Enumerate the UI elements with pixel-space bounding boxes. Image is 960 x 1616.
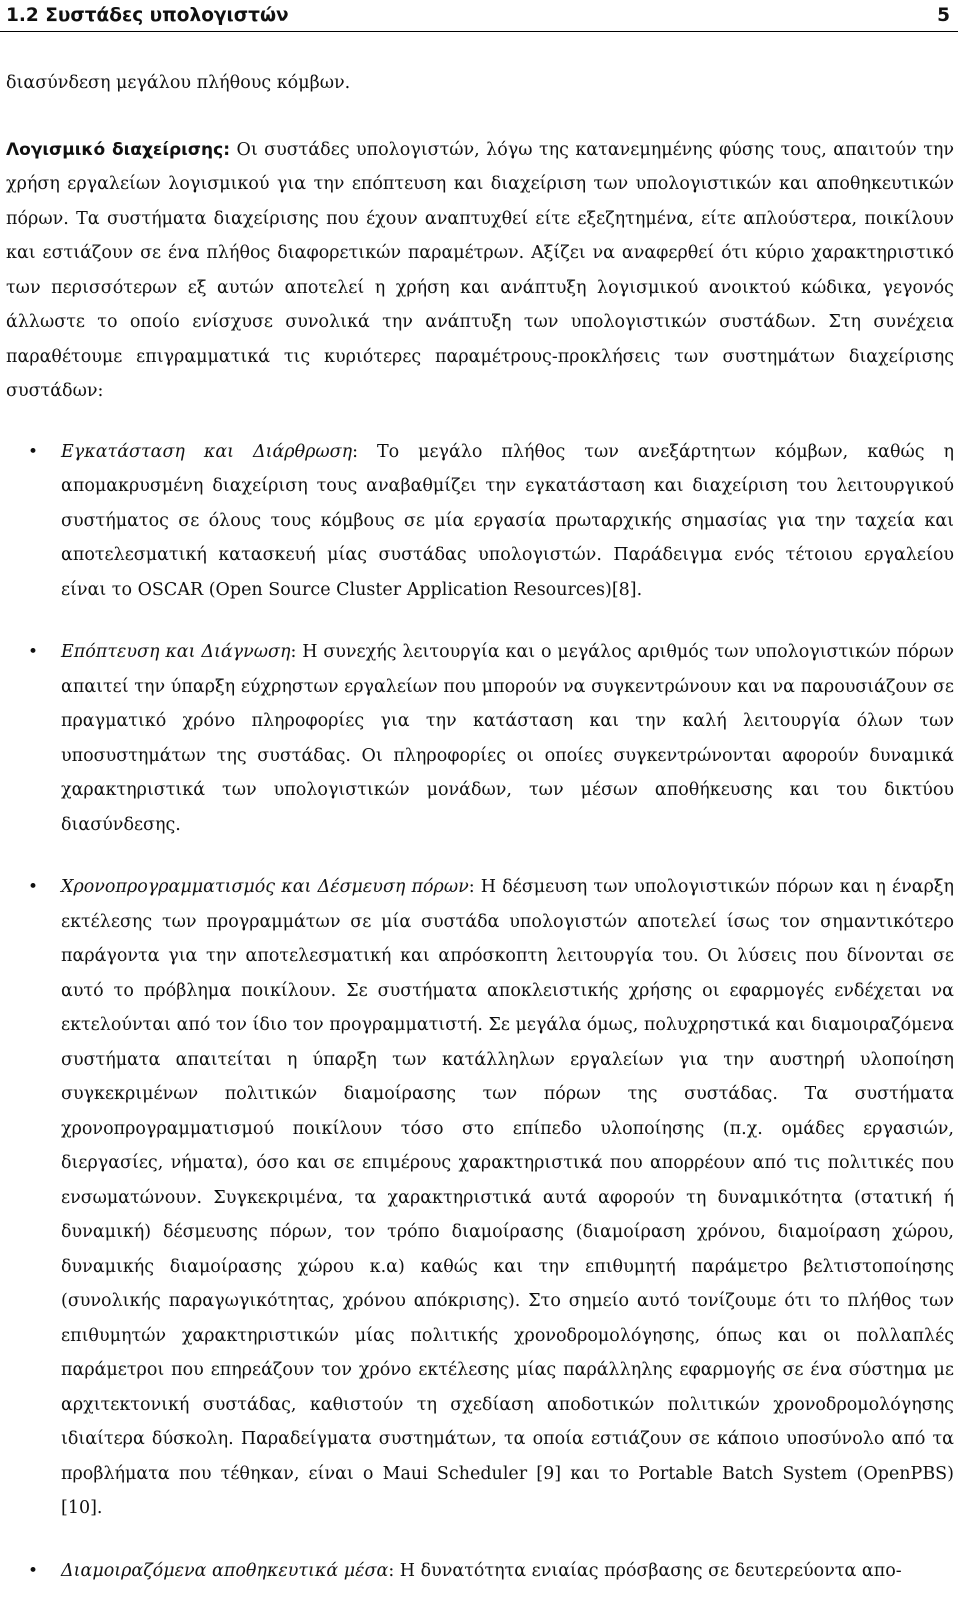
list-item-installation — [6, 435, 954, 608]
continuation-paragraph: διασύνδεση μεγάλου πλήθους κόμβων. — [6, 73, 351, 93]
running-header — [0, 0, 958, 32]
management-software-paragraph — [6, 133, 954, 409]
list-item-term: Επόπτευση και Διάγνωση — [61, 642, 291, 662]
list-item-monitoring — [6, 635, 954, 842]
management-software-text: Οι συστάδες υπολογιστών, λόγω της κατανεμημένης φύσης τους, απαιτούν την χρήση εργαλείων λογισμικού για την επόπτευση και διαχείριση των υπολογιστικών και αποθηκευτικών πόρων. Τα συστήματα διαχείρισης που έχουν αναπτυχθεί είτε εξεζητημένα, είτε απλούστερα, ποικίλουν και εστιάζουν σε ένα πλήθος διαφορετικών παραμέτρων. Αξίζει να αναφερθεί ότι κύριο χαρακτηριστικό των περισσότερων εξ αυτών αποτελεί η χρήση και ανάπτυξη λογισμικού ανοικτού κώδικα, γεγονός άλλωστε το οποίο ενίσχυσε συνολικά την ανάπτυξη των υπολογιστικών συστάδων. Στη συνέχεια παραθέτουμε επιγραμματικά τις κυριότερες παραμέτρους-προκλήσεις των συστημάτων διαχείρισης συστάδων: — [6, 139, 954, 401]
bullet-icon: • — [28, 877, 39, 897]
list-item-text: : Το μεγάλο πλήθος των ανεξάρτητων κόμβων, καθώς η απομακρυσμένη διαχείριση τους αναβαθμίζει την εγκατάσταση και διαχείριση του λειτουργικού συστήματος σε όλους τους κόμβους σε μία εργασία πρωταρχικής σημασίας για την ταχεία και αποτελεσματική κατασκευή μίας συστάδας υπολογιστών. Παράδειγμα ενός τέτοιου εργαλείου είναι το OSCAR (Open Source Cluster Application Resources)[8]. — [61, 441, 954, 600]
list-item-text: : Η δυνατότητα ενιαίας πρόσβασης σε δευτερεύοντα απο- — [388, 1560, 902, 1581]
list-item-text: : Η δέσμευση των υπολογιστικών πόρων και η έναρξη εκτέλεσης των προγραμμάτων σε μία συστάδα υπολογιστών αποτελεί ίσως τον σημαντικότερο παράγοντα για την αποτελεσματική και απρόσκοπτη λειτουργία του. Οι λύσεις που δίνονται σε αυτό το πρόβλημα ποικίλουν. Σε συστήματα αποκλειστικής χρήσης οι εφαρμογές ενδέχεται να εκτελούνται από τον ίδιο τον προγραμματιστή. Σε μεγάλα όμως, πολυχρηστικά και διαμοιραζόμενα συστήματα απαιτείται η ύπαρξη των κατάλληλων εργαλείων για την αυστηρή υλοποίηση συγκεκριμένων πολιτικών διαμοίρασης των πόρων της συστάδας. Τα συστήματα χρονοπρογραμματισμού ποικίλουν τόσο στο επίπεδο υλοποίησης (π.χ. ομάδες εργασιών, διεργασίες, νήματα), όσο και σε επιμέρους χαρακτηριστικά που απορρέουν από τις πολιτικές που ενσωματώνουν. Συγκεκριμένα, τα χαρακτηριστικά αυτά αφορούν τη δυναμικότητα (στατική ή δυναμική) δέσμευσης πόρων, τον τρόπο διαμοίρασης (διαμοίραση χρόνου, διαμοίραση χώρου, δυναμικής διαμοίρασης χώρου κ.α) καθώς και την επιθυμητή παράμετρο βελτιστοποίησης (συνολικής παραγωγικότητας, χρόνου απόκρισης). Στο σημείο αυτό τονίζουμε ότι το πλήθος των επιθυμητών χαρακτηριστικών μίας πολιτικής χρονοδρομολόγησης, όπως και οι πολλαπλές παράμετροι που επηρεάζουν τον χρόνο εκτέλεσης μίας παράλληλης εφαρμογής σε ένα σύστημα με αρχιτεκτονική συστάδας, καθιστούν τη σχεδίαση αποδοτικών πολιτικών χρονοδρομολόγησης ιδιαίτερα δύσκολη. Παραδείγματα συστημάτων, τα οποία εστιάζουν σε κάποιο υποσύνολο από τα προβλήματα που τέθηκαν, είναι ο Maui Scheduler [9] και το Portable Batch System (OpenPBS) [10]. — [61, 877, 954, 1518]
list-item-term: Εγκατάσταση και Διάρθρωση — [61, 441, 353, 462]
section-title: 1.2 Συστάδες υπολογιστών — [6, 5, 289, 26]
page-number: 5 — [937, 5, 950, 26]
list-item-scheduling — [6, 870, 954, 1526]
bullet-icon: • — [28, 642, 39, 662]
list-item-text: : Η συνεχής λειτουργία και ο μεγάλος αριθμός των υπολογιστικών πόρων απαιτεί την ύπαρξη εύχρηστων εργαλείων που μπορούν να συγκεντρώνουν και να παρουσιάζουν σε πραγματικό χρόνο πληροφορίες για την κατάσταση και την καλή λειτουργία όλων των υποσυστημάτων της συστάδας. Οι πληροφορίες οι οποίες συγκεντρώνονται αφορούν δυναμικά χαρακτηριστικά των υπολογιστικών μονάδων, των μέσων αποθήκευσης και του δικτύου διασύνδεσης. — [61, 642, 954, 835]
list-item-term: Διαμοιραζόμενα αποθηκευτικά μέσα — [61, 1560, 389, 1581]
list-item-shared-storage — [6, 1554, 954, 1589]
challenges-list — [6, 435, 954, 1589]
body-text — [6, 66, 954, 1616]
bullet-icon: • — [28, 441, 39, 462]
bullet-icon: • — [28, 1560, 39, 1581]
list-item-term: Χρονοπρογραμματισμός και Δέσμευση πόρων — [61, 877, 469, 897]
management-software-heading: Λογισμικό διαχείρισης: — [6, 139, 231, 160]
